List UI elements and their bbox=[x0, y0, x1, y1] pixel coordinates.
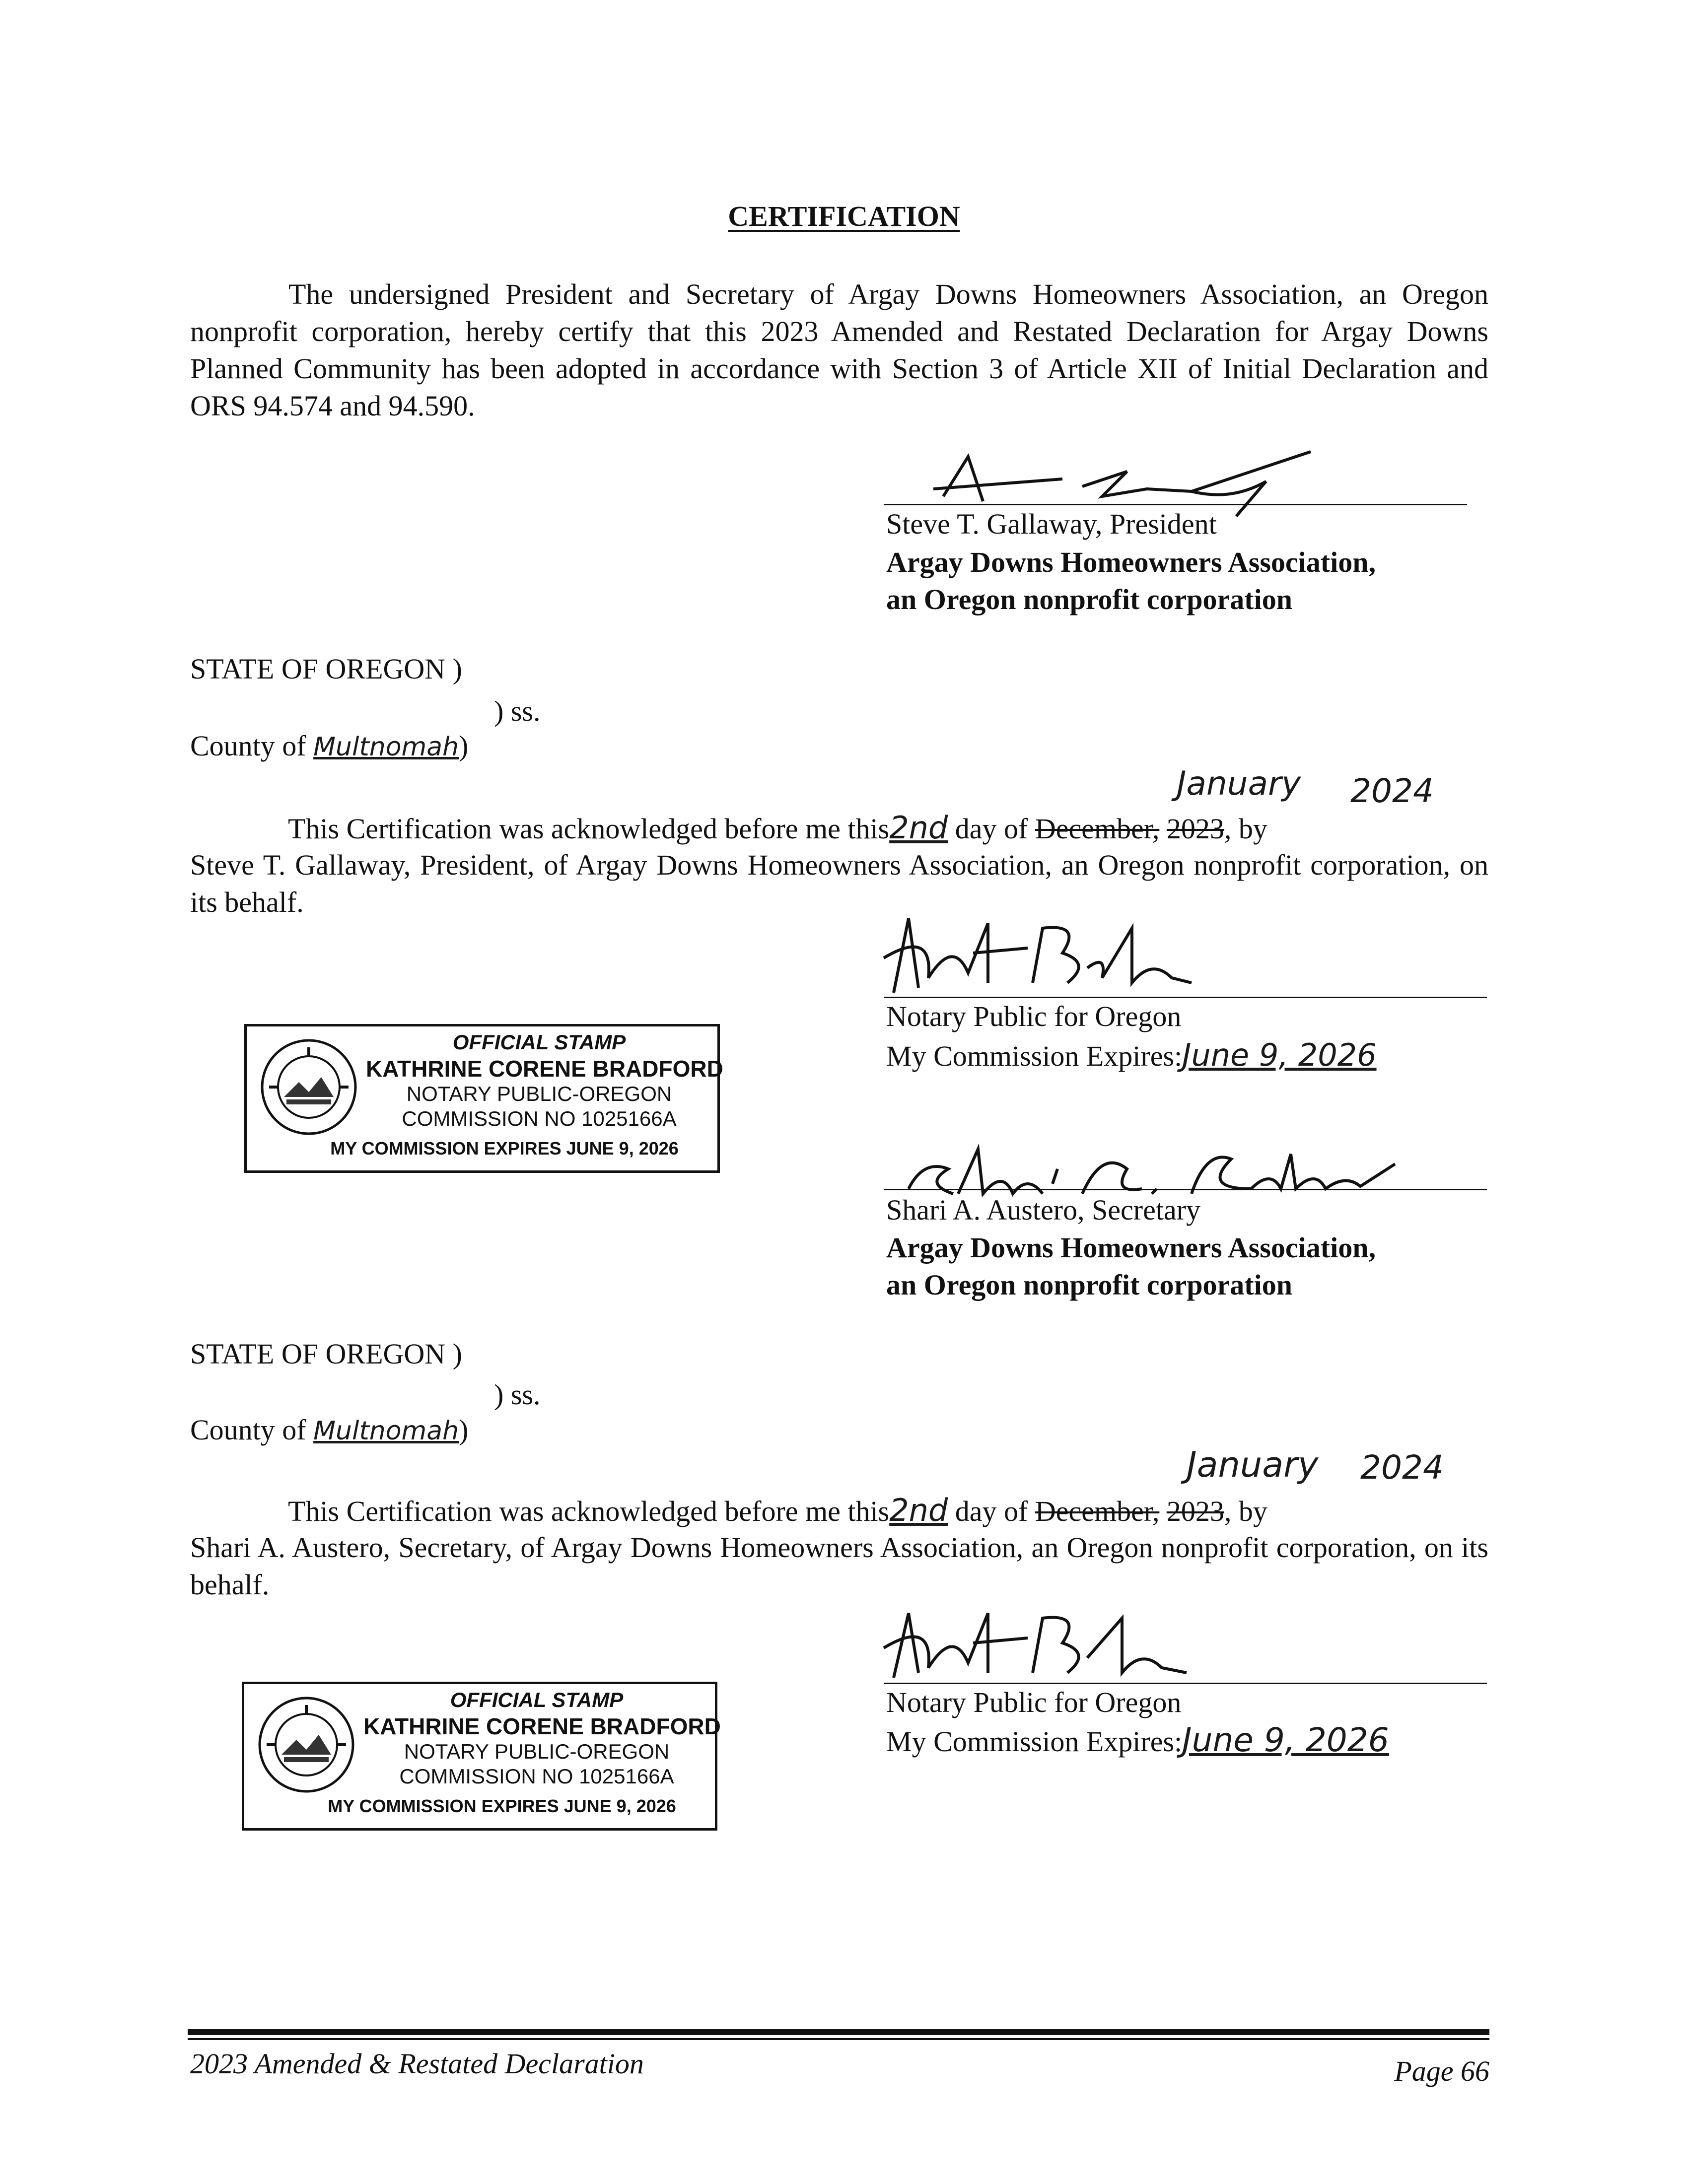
ack-sentence-1: This Certification was acknowledged before me this2nd day of December, 2023, by bbox=[288, 810, 1267, 846]
stamp-title-2: OFFICIAL STAMP bbox=[450, 1688, 624, 1711]
stamp-commission-2: COMMISSION NO 1025166A bbox=[399, 1765, 674, 1788]
commission-line-1: My Commission Expires:June 9, 2026 bbox=[886, 1037, 1377, 1073]
footer-document-title: 2023 Amended & Restated Declaration bbox=[190, 2048, 644, 2080]
stamp-name-2: KATHRINE CORENE BRADFORD bbox=[363, 1713, 721, 1739]
notary-stamp-2 bbox=[242, 1682, 721, 1831]
ack-sentence-2: This Certification was acknowledged before me this2nd day of December, 2023, by bbox=[288, 1492, 1267, 1528]
president-name-title: Steve T. Gallaway, President bbox=[886, 508, 1217, 540]
oregon-seal-icon bbox=[257, 1695, 356, 1794]
page-title: CERTIFICATION bbox=[728, 200, 960, 232]
struck-month-2: December, bbox=[1035, 1495, 1160, 1527]
state-line-2: STATE OF OREGON ) bbox=[190, 1338, 462, 1370]
month-handwritten-1: January bbox=[1177, 764, 1301, 803]
secretary-org-line2: an Oregon nonprofit corporation bbox=[886, 1269, 1292, 1301]
notary-label-1: Notary Public for Oregon bbox=[886, 1000, 1182, 1032]
secretary-org-line1: Argay Downs Homeowners Association, bbox=[886, 1231, 1376, 1264]
commission-handwritten-2: June 9, 2026 bbox=[1182, 1721, 1389, 1759]
secretary-name-title: Shari A. Austero, Secretary bbox=[886, 1194, 1201, 1226]
struck-year-1: 2023 bbox=[1166, 813, 1224, 845]
oregon-seal-icon bbox=[259, 1037, 358, 1137]
month-handwritten-2: January bbox=[1187, 1444, 1319, 1485]
ack-sentence-rest-2: Shari A. Austero, Secretary, of Argay Downs Homeowners Association, an Oregon nonprofit corporation, on its behalf. bbox=[190, 1531, 1488, 1601]
notary-signature-1 bbox=[874, 908, 1221, 1003]
stamp-name-1: KATHRINE CORENE BRADFORD bbox=[366, 1056, 723, 1082]
footer-page-number: Page 66 bbox=[1394, 2055, 1489, 2087]
day-handwritten-1: 2nd bbox=[889, 810, 948, 846]
stamp-notary-1: NOTARY PUBLIC-OREGON bbox=[406, 1082, 672, 1105]
president-org-line2: an Oregon nonprofit corporation bbox=[886, 583, 1292, 615]
notary-signature-2 bbox=[874, 1603, 1221, 1688]
year-handwritten-2: 2024 bbox=[1360, 1448, 1444, 1487]
commission-line-2: My Commission Expires:June 9, 2026 bbox=[886, 1721, 1389, 1759]
stamp-expires-1: MY COMMISSION EXPIRES JUNE 9, 2026 bbox=[330, 1138, 679, 1159]
struck-year-2: 2023 bbox=[1166, 1495, 1224, 1527]
stamp-title-1: OFFICIAL STAMP bbox=[452, 1030, 626, 1054]
stamp-expires-2: MY COMMISSION EXPIRES JUNE 9, 2026 bbox=[328, 1796, 676, 1816]
footer-rule-thin bbox=[188, 2038, 1489, 2040]
stamp-notary-2: NOTARY PUBLIC-OREGON bbox=[404, 1740, 670, 1763]
notary-label-2: Notary Public for Oregon bbox=[886, 1686, 1182, 1718]
ss-line-1: ) ss. bbox=[494, 695, 541, 727]
year-handwritten-1: 2024 bbox=[1350, 772, 1434, 810]
ss-line-2: ) ss. bbox=[494, 1378, 541, 1411]
state-line-1: STATE OF OREGON ) bbox=[190, 653, 462, 685]
county-handwritten-1: Multnomah bbox=[313, 732, 459, 762]
county-line-2: County of Multnomah) bbox=[190, 1414, 469, 1446]
county-handwritten-2: Multnomah bbox=[313, 1416, 459, 1446]
ack-sentence-rest-1: Steve T. Gallaway, President, of Argay Downs Homeowners Association, an Oregon nonprofit corporation, on its behalf. bbox=[190, 849, 1488, 918]
commission-handwritten-1: June 9, 2026 bbox=[1182, 1037, 1377, 1073]
intro-paragraph: The undersigned President and Secretary of Argay Downs Homeowners Association, an Oregon nonprofit corporation, hereby certify that this 2023 Amended and Restated Declaration for Argay Downs Planned Community has been adopted in accordance with Section 3 of Article XII of Initial Declaration and ORS 94.574 and 94.590. bbox=[190, 278, 1488, 422]
notary-stamp-1 bbox=[244, 1024, 723, 1173]
president-org-line1: Argay Downs Homeowners Association, bbox=[886, 546, 1376, 578]
secretary-signature-line bbox=[884, 1189, 1487, 1190]
footer-rule-thick bbox=[188, 2029, 1489, 2035]
stamp-commission-1: COMMISSION NO 1025166A bbox=[402, 1107, 677, 1130]
day-handwritten-2: 2nd bbox=[889, 1492, 948, 1528]
struck-month-1: December, bbox=[1035, 813, 1160, 845]
county-line-1: County of Multnomah) bbox=[190, 730, 469, 762]
